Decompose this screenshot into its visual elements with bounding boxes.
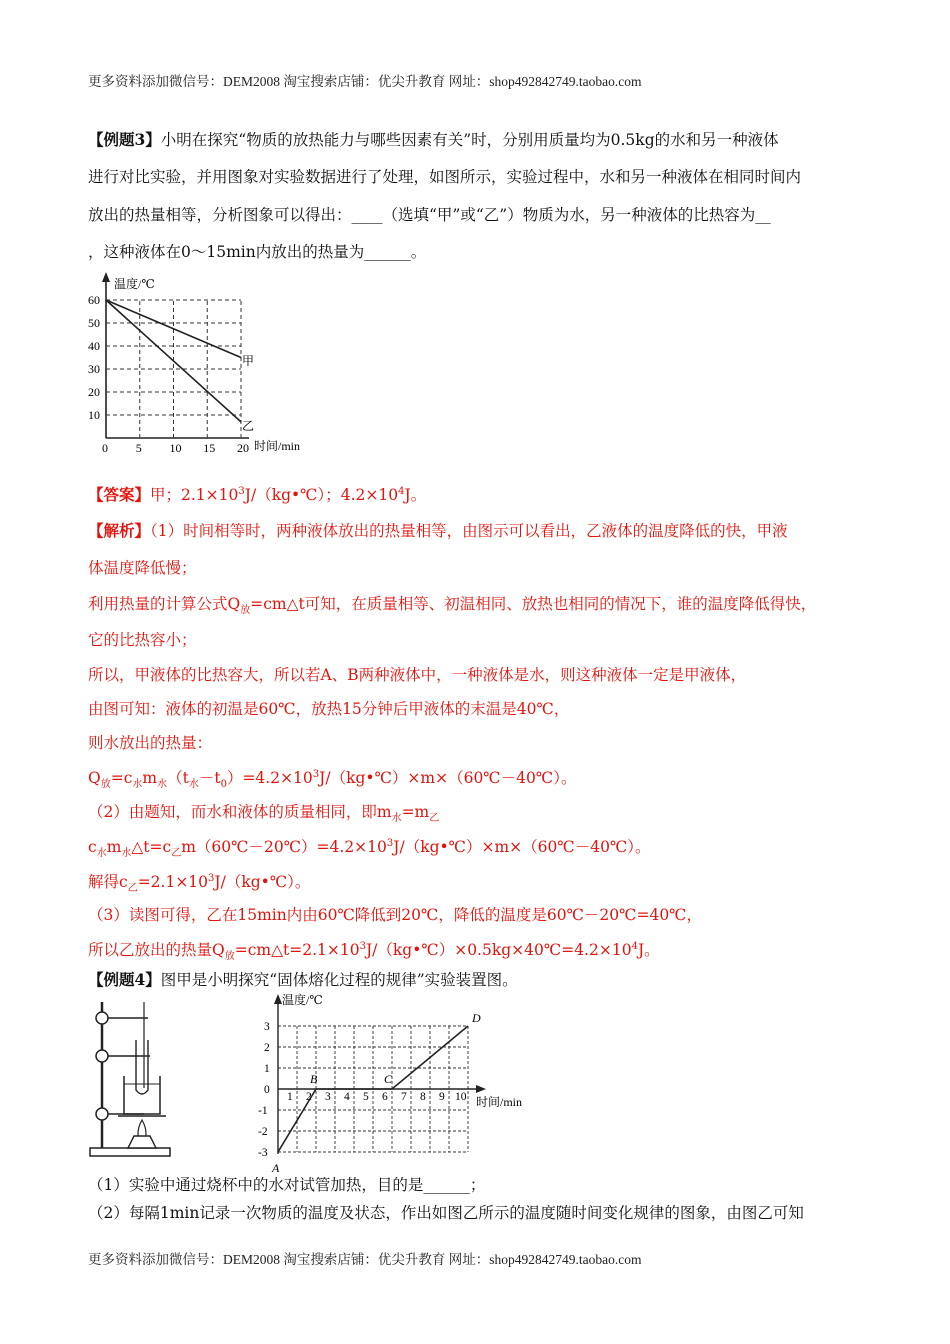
ex3-xtick: 5 [135,441,142,455]
ex3-ytick: 60 [88,293,100,307]
ex4-question1: （1）实验中通过烧杯中的水对试管加热，目的是______； [88,1176,486,1194]
ex4-ytick: -2 [258,1126,268,1138]
ex3-label-jia: 甲 [242,354,255,368]
answer-line: 【答案】甲；$2.1\times 10^3J/(kg•℃)$；$4.2\times 10^4J$。 [88,485,427,504]
ex4-ylabel: 温度/℃ [282,993,323,1007]
analysis-line9: （2）由题知，而水和液体的质量相同，即$m_水=m_乙$ [88,803,440,825]
ex4-line: 【例题4】图甲是小明探究“固体熔化过程的规律”实验装置图。 [88,970,518,989]
ex4-xtick: 6 [382,1091,388,1103]
ex3-ytick: 30 [88,362,100,376]
ex4-question2: （2）每隔1min记录一次物质的温度及状态，作出如图乙所示的温度随时间变化规律的图象，由图乙可知 [88,1204,804,1222]
ex4-point-label: D [472,1011,481,1025]
ex3-xtick: 20 [237,441,249,455]
analysis-line10: $c_水m_水\triangle t=c_乙m(60℃-20℃)=4.2\times 10^3J/(kg•℃)\times m\times(60℃-40℃)$。 [88,837,651,860]
ex4-xtick: 2 [306,1091,312,1103]
ex3-temperature-chart [84,270,314,460]
ex4-ytick: 2 [264,1042,270,1054]
ex3-ytick: 10 [88,408,100,422]
test-tube [136,1040,148,1094]
ex4-point-label: C [384,1072,393,1086]
analysis-line5: 所以，甲液体的比热容大，所以若A、B两种液体中，一种液体是水，则这种液体一定是甲液体， [88,666,747,684]
beaker [124,1076,160,1114]
ex4-point-label: B [310,1072,318,1086]
ex4-xtick: 4 [344,1091,350,1103]
ex4-xtick: 5 [363,1091,369,1103]
ex4-ytick: -3 [258,1147,268,1159]
clamp-bottom [96,1108,108,1120]
ex4-xtick: 3 [325,1091,331,1103]
ex3-xtick: 10 [169,441,182,455]
ex4-xtick: 1 [287,1091,293,1103]
ex4-xtick: 10 [455,1091,467,1103]
ex3-xtick: 0 [102,441,108,455]
analysis-line8: $Q_放=c_水m_水(t_水-t_0)=4.2\times 10^3J/(kg•℃)\times m\times(60℃-40℃)$。 [88,768,577,791]
alcohol-lamp [128,1136,156,1148]
ex3-line1: 【例题3】小明在探究“物质的放热能力与哪些因素有关”时，分别用质量均为0.5kg的水和另一种液体 [88,130,779,149]
apparatus-figure [88,998,178,1160]
ex3-line4: ，这种液体在0～15min内放出的热量为______。 [88,243,427,261]
ex3-line2: 进行对比实验，并用图象对实验数据进行了处理，如图所示，实验过程中，水和另一种液体在相同时间内 [88,168,802,186]
analysis-line13: 所以乙放出的热量$Q_放=cm\triangle t=2.1\times 10^3J/(kg•℃)\times 0.5kg\times 40℃=4.2\times 10^4J$。 [88,940,660,963]
ex4-y-arrow [274,994,282,1004]
analysis-line12: （3）读图可得，乙在15min内由60℃降低到20℃，降低的温度是60℃－20℃=40℃， [88,906,703,924]
ex3-ytick: 20 [88,385,100,399]
ex4-tag: 【例题4】 [88,970,161,989]
analysis-line2: 体温度降低慢； [88,559,197,577]
ex4-melting-chart [250,992,540,1175]
ex3-label-yi: 乙 [242,419,255,433]
clamp-top [96,1012,108,1024]
ex4-xlabel: 时间/min [476,1095,523,1109]
clamp-middle [96,1050,108,1062]
analysis-line3: 利用热量的计算公式$Q_放=cm\triangle t$可知，在质量相等、初温相同、放热也相同的情况下，谁的温度降低得快， [88,595,817,617]
ex3-ylabel: 温度/℃ [114,277,155,291]
ex4-point-label: A [272,1161,280,1175]
ex3-ytick: 50 [88,316,100,330]
ex3-xtick: 15 [203,441,216,455]
ex3-xlabel: 时间/min [254,439,301,453]
analysis-line4: 它的比热容小； [88,631,197,649]
answer-tag: 【答案】 [88,485,151,504]
analysis-line1: 【解析】（1）时间相等时，两种液体放出的热量相等，由图示可以看出，乙液体的温度降低的快，甲液 [88,521,788,540]
ex3-y-arrow [102,272,110,282]
page-footer: 更多资料添加微信号：DEM2008 淘宝搜索店铺：优尖升教育 网址：shop492842749.taobao.com [88,1252,642,1267]
analysis-tag: 【解析】 [88,521,151,540]
ex4-ytick: -1 [258,1105,268,1117]
stand-base [90,1148,170,1156]
ex4-xtick: 8 [420,1091,426,1103]
analysis-line6: 由图可知：液体的初温是60℃，放热15分钟后甲液体的末温是40℃， [88,700,570,718]
ex4-xtick: 7 [401,1091,407,1103]
page-header: 更多资料添加微信号：DEM2008 淘宝搜索店铺：优尖升教育 网址：shop492842749.taobao.com [88,74,642,89]
ex4-ytick: 0 [264,1084,270,1096]
ex3-ytick: 40 [88,339,100,353]
ex4-x-arrow [476,1085,486,1093]
analysis-line11: 解得$c_乙=2.1\times 10^3J/(kg•℃)$。 [88,872,311,895]
ex3-line3: 放出的热量相等，分析图象可以得出：____（选填“甲”或“乙”）物质为水，另一种液体的比热容为__ [88,206,771,224]
ex4-xtick: 9 [439,1091,445,1103]
ex4-ytick: 3 [264,1021,270,1033]
ex4-ytick: 1 [264,1063,270,1075]
ex3-tag: 【例题3】 [88,130,161,149]
analysis-line7: 则水放出的热量： [88,734,213,752]
